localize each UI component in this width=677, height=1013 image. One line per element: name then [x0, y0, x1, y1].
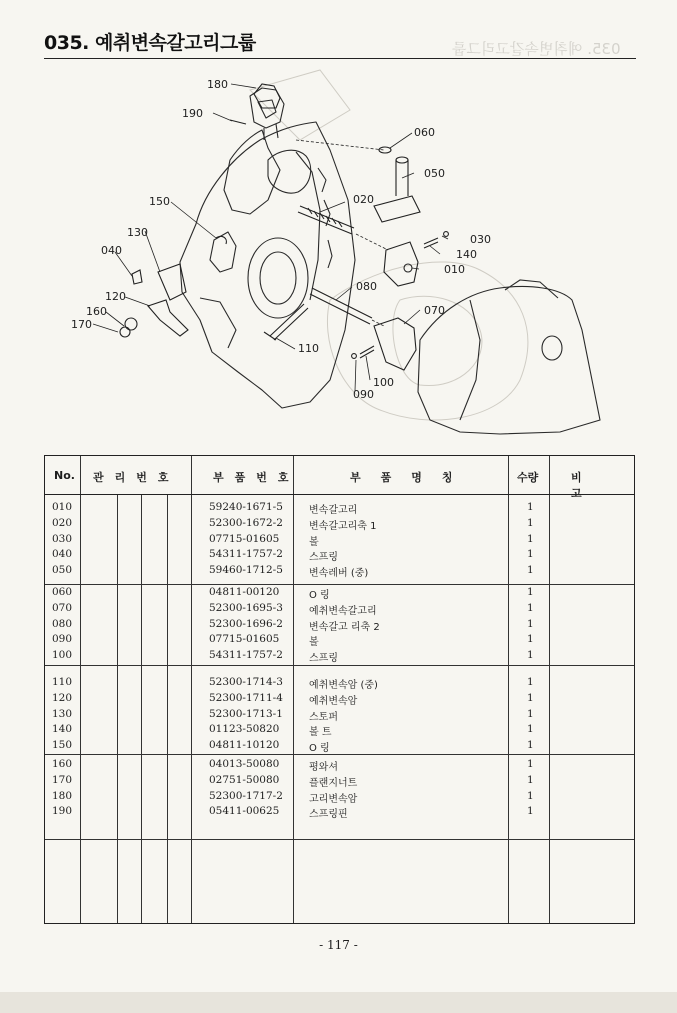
part-name: 스프링핀 [309, 809, 348, 821]
group-rule [45, 584, 634, 585]
part-name: 변속갈고리축 1 [309, 520, 377, 532]
item-number: 170 [52, 773, 73, 786]
page-number: - 117 - [319, 938, 358, 952]
item-number: 010 [52, 501, 73, 513]
callout-030: 030 [470, 233, 491, 246]
part-name: O 링 [309, 590, 330, 601]
quantity: 1 [527, 773, 534, 786]
exploded-parts-diagram [0, 0, 677, 450]
part-number: 07715-01605 [209, 532, 280, 545]
quantity: 1 [527, 691, 534, 704]
item-number: 100 [52, 649, 73, 662]
item-number: 120 [52, 691, 73, 704]
callout-040: 140 [456, 248, 477, 261]
quantity: 1 [527, 516, 534, 529]
quantity: 1 [527, 707, 534, 720]
item-number: 180 [52, 789, 73, 802]
part-number: 02751-50080 [209, 773, 280, 786]
quantity: 1 [527, 676, 534, 688]
item-number: 090 [52, 633, 73, 646]
callout-180: 180 [207, 78, 228, 91]
part-number: 04013-50080 [209, 758, 280, 770]
item-number: 060 [52, 586, 73, 598]
part-number: 59460-1712-5 [209, 564, 283, 577]
part-name: 예취변속암 [309, 695, 358, 707]
quantity: 1 [527, 617, 534, 630]
table-row [45, 586, 636, 602]
part-name: 스토퍼 [309, 711, 338, 723]
transmission-case-right [418, 280, 600, 434]
quantity: 1 [527, 501, 534, 513]
table-row [45, 602, 636, 618]
table-row [45, 633, 636, 649]
table-row [45, 533, 636, 549]
header-part-name: 부품명칭 [350, 471, 473, 484]
bleed-through-title: 035. 예취변속갈고리그룹 [452, 40, 621, 58]
part-number: 52300-1713-1 [209, 707, 283, 720]
part-name: 변속갈고 리축 2 [309, 621, 380, 633]
item-number: 020 [52, 516, 73, 529]
part-name: 변속레버 (중) [309, 568, 369, 580]
part-number: 04811-00120 [209, 586, 280, 598]
item-number: 070 [52, 601, 73, 614]
table-row [45, 564, 636, 580]
table-row [45, 692, 636, 708]
group-rule [45, 839, 634, 840]
part-name: 예취변속암 (중) [309, 680, 378, 691]
part-number: 01123-50820 [209, 723, 280, 736]
part-number: 54311-1757-2 [209, 548, 283, 561]
table-row [45, 548, 636, 564]
table-row [45, 723, 636, 739]
part-number: 54311-1757-2 [209, 649, 283, 662]
callout-060: 060 [414, 126, 435, 139]
quantity: 1 [527, 548, 534, 561]
table-row [45, 649, 636, 665]
table-row [45, 790, 636, 806]
table-row [45, 805, 636, 821]
callout-170: 170 [71, 318, 92, 331]
callout-020: 020 [353, 193, 374, 206]
part-number: 52300-1696-2 [209, 617, 283, 630]
quantity: 1 [527, 601, 534, 614]
part-name: 볼 [309, 637, 319, 649]
quantity: 1 [527, 564, 534, 577]
page-title: 035. 예취변속갈고리그룹 [44, 32, 256, 54]
item-number: 140 [52, 723, 73, 736]
part-name: 스프링 [309, 653, 338, 665]
callout-080: 080 [356, 280, 377, 293]
item-number: 130 [52, 707, 73, 720]
part-name: O 링 [309, 743, 330, 755]
table-row [45, 517, 636, 533]
part-number: 52300-1717-2 [209, 789, 283, 802]
header-management-no: 관리번호 [93, 471, 180, 484]
part-name: 플랜지너트 [309, 777, 358, 789]
part-name: 스프링 [309, 552, 338, 564]
part-number: 52300-1714-3 [209, 676, 283, 688]
table-row [45, 739, 636, 755]
quantity: 1 [527, 805, 534, 818]
table-row [45, 758, 636, 774]
table-row [45, 501, 636, 517]
item-number: 160 [52, 758, 73, 770]
callout-010: 010 [444, 263, 465, 276]
callout-labels [71, 78, 491, 401]
callout-150: 150 [149, 195, 170, 208]
header-remarks: 비고 [571, 471, 604, 500]
item-number: 040 [52, 548, 73, 561]
item-number: 190 [52, 805, 73, 818]
part-number: 52300-1672-2 [209, 516, 283, 529]
callout-140: 040 [101, 244, 122, 257]
part-name: 볼 트 [309, 727, 332, 739]
table-row [45, 774, 636, 790]
part-name: 변속갈고리 [309, 505, 358, 516]
callout-050: 050 [424, 167, 445, 180]
callout-070: 070 [424, 304, 445, 317]
quantity: 1 [527, 739, 534, 752]
item-number: 030 [52, 532, 73, 545]
callout-120: 120 [105, 290, 126, 303]
table-row [45, 708, 636, 724]
part-number: 05411-00625 [209, 805, 280, 818]
header-part-number: 부품번호 [213, 471, 300, 484]
header-no: No. [54, 469, 75, 482]
quantity: 1 [527, 586, 534, 598]
scan-edge [0, 992, 677, 1013]
quantity: 1 [527, 532, 534, 545]
shift-parts [120, 84, 448, 370]
quantity: 1 [527, 758, 534, 770]
callout-160: 160 [86, 305, 107, 318]
part-name: 예취변속갈고리 [309, 605, 377, 617]
item-number: 050 [52, 564, 73, 577]
callout-130: 130 [127, 226, 148, 239]
callout-190: 190 [182, 107, 203, 120]
header-quantity: 수량 [517, 471, 539, 484]
quantity: 1 [527, 633, 534, 646]
quantity: 1 [527, 723, 534, 736]
gearbox-housing [180, 88, 355, 408]
part-number: 07715-01605 [209, 633, 280, 646]
part-name: 평와셔 [309, 762, 338, 773]
item-number: 080 [52, 617, 73, 630]
callout-090: 090 [353, 388, 374, 401]
part-number: 52300-1711-4 [209, 691, 283, 704]
item-number: 110 [52, 676, 73, 688]
part-number: 52300-1695-3 [209, 601, 283, 614]
header-rule [45, 494, 634, 495]
table-row [45, 618, 636, 634]
callout-110: 110 [298, 342, 319, 355]
quantity: 1 [527, 649, 534, 662]
part-number: 59240-1671-5 [209, 501, 283, 513]
callout-100: 100 [373, 376, 394, 389]
item-number: 150 [52, 739, 73, 752]
part-name: 볼 [309, 536, 319, 548]
parts-table [44, 455, 635, 924]
part-name: 고리변속암 [309, 793, 358, 805]
part-number: 04811-10120 [209, 739, 280, 752]
table-row [45, 676, 636, 692]
quantity: 1 [527, 789, 534, 802]
